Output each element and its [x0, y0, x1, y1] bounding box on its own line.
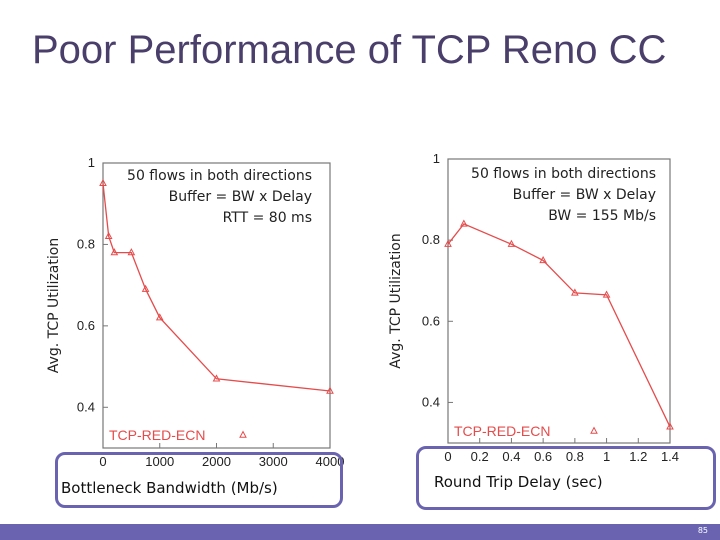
- chart-left: [40, 150, 360, 480]
- right-y-tick-label: 1: [432, 151, 440, 166]
- right-x-tick-label: 0.2: [470, 449, 489, 464]
- chart-left-svg: [40, 150, 360, 480]
- right-annotation-line: Buffer = BW x Delay: [512, 187, 656, 203]
- left-x-tick-label: 2000: [202, 454, 231, 469]
- right-legend-marker: [591, 428, 597, 434]
- right-x-tick-label: 1: [602, 449, 611, 464]
- right-y-tick-label: 0.8: [421, 232, 440, 248]
- left-x-tick-label: 4000: [315, 454, 345, 469]
- right-legend-label: TCP-RED-ECN: [454, 423, 551, 439]
- slide-title: Poor Performance of TCP Reno CC: [32, 28, 667, 72]
- right-x-tick-label: 0.4: [502, 449, 521, 464]
- chart-right-svg: [382, 145, 702, 475]
- left-y-tick-label: 0.6: [76, 317, 95, 333]
- left-annotation-line: Buffer = BW x Delay: [168, 189, 312, 205]
- right-annotation-line: 50 flows in both directions: [471, 166, 656, 182]
- left-y-tick-label: 1: [87, 155, 95, 170]
- left-x-tick-label: 3000: [258, 454, 288, 469]
- left-x-tick-label: 1000: [145, 454, 175, 469]
- right-x-tick-label: 1.2: [629, 449, 648, 464]
- footer-bar: [0, 524, 720, 540]
- left-annotation-line: 50 flows in both directions: [127, 168, 312, 184]
- right-x-tick-label: 0: [444, 449, 452, 464]
- right-annotation-line: BW = 155 Mb/s: [548, 208, 656, 224]
- xlabel-right: Round Trip Delay (sec): [434, 473, 603, 491]
- chart-right: [382, 145, 702, 475]
- right-y-tick-label: 0.6: [421, 313, 440, 329]
- left-x-tick-label: 0: [99, 454, 107, 469]
- page-number: 85: [697, 526, 708, 535]
- left-y-axis-label: Avg. TCP Utilization: [46, 237, 62, 374]
- left-y-tick-label: 0.8: [76, 236, 95, 252]
- right-series-line: [448, 224, 670, 427]
- right-y-axis-label: Avg. TCP Utilization: [388, 233, 404, 369]
- left-annotation-line: RTT = 80 ms: [222, 210, 312, 226]
- left-plot-frame: [103, 163, 330, 448]
- left-y-tick-label: 0.4: [76, 399, 95, 415]
- right-y-tick-label: 0.4: [421, 394, 440, 410]
- left-legend-label: TCP-RED-ECN: [109, 427, 206, 443]
- right-x-tick-label: 1.4: [660, 449, 680, 464]
- xlabel-left: Bottleneck Bandwidth (Mb/s): [61, 479, 278, 497]
- right-x-tick-label: 0.8: [565, 449, 584, 464]
- right-x-tick-label: 0.6: [534, 449, 553, 464]
- left-legend-marker: [240, 432, 246, 438]
